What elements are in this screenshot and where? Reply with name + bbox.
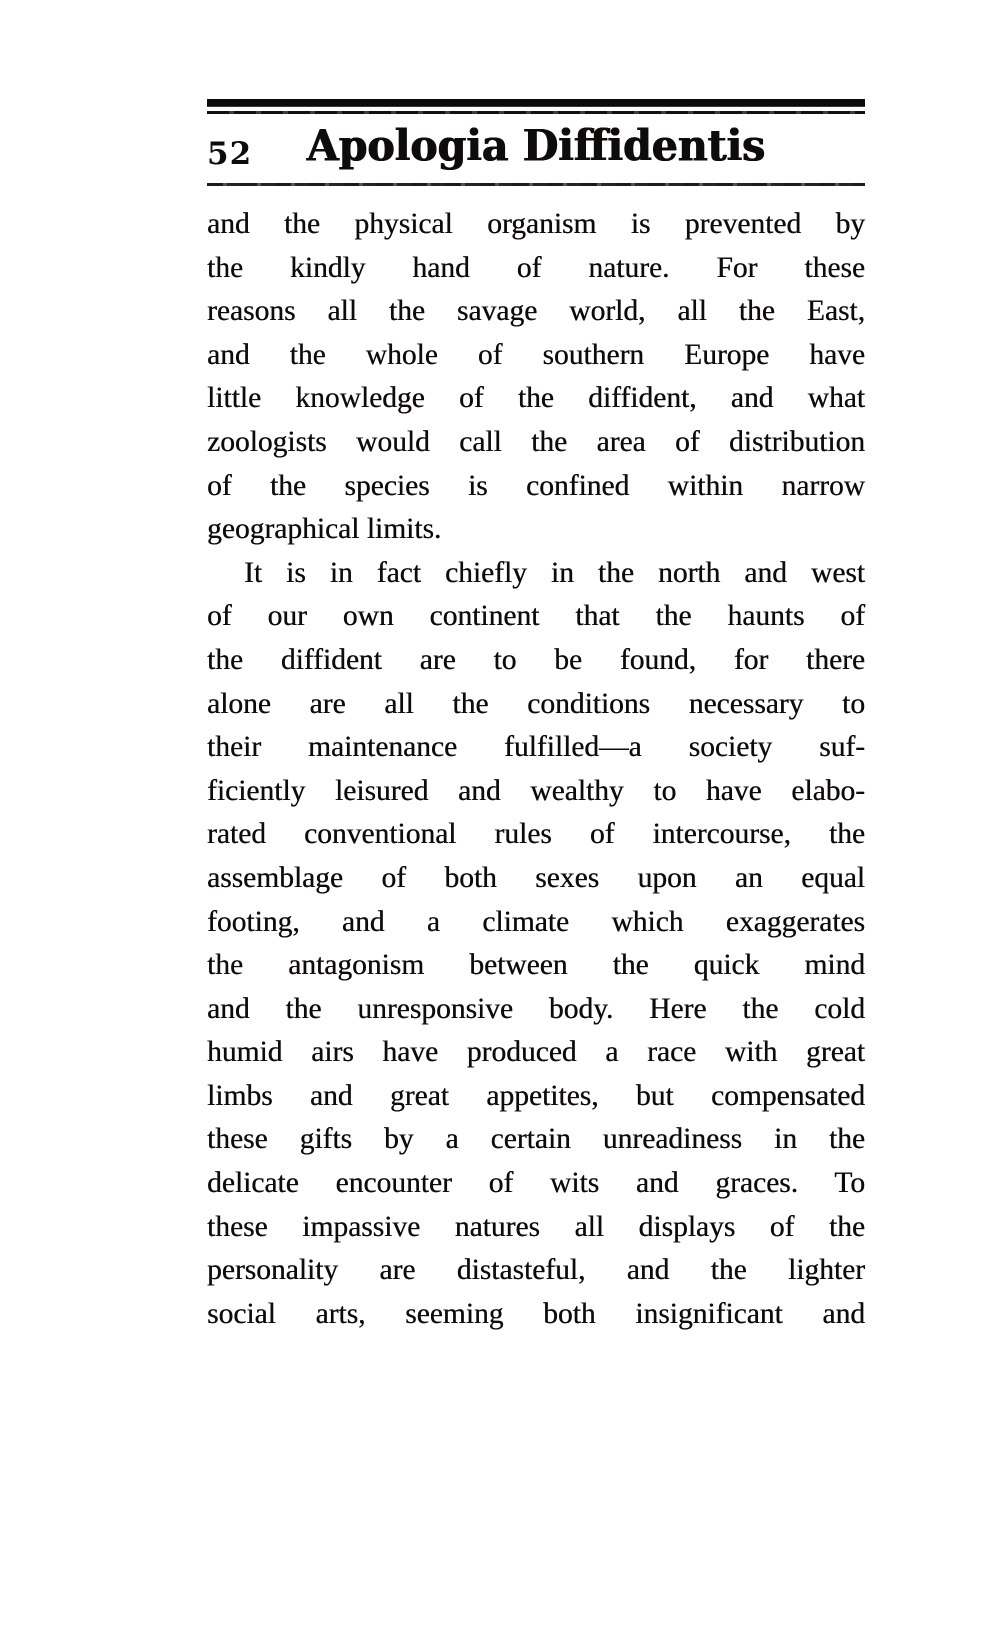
text-line: footing, and a climate which exaggerates [207,905,865,938]
top-thin-rule [207,111,865,114]
text-line: the diffident are to be found, for there [207,643,865,676]
body-text [207,203,865,1336]
text-line: of the species is confined within narrow [207,469,865,502]
text-line: the kindly hand of nature. For these [207,251,865,284]
page-number: 52 [207,136,253,172]
text-line: the antagonism between the quick mind [207,949,865,982]
text-line: their maintenance fulfilled—a society suf- [207,731,865,764]
page-header-title: Apologia Diffidentis [306,121,766,171]
text-line: little knowledge of the diffident, and what [207,382,865,415]
text-line: humid airs have produced a race with great [207,1036,865,1069]
text-line: and the unresponsive body. Here the cold [207,992,865,1025]
running-header [207,122,865,180]
text-line: zoologists would call the area of distribution [207,425,865,458]
text-line: of our own continent that the haunts of [207,600,865,633]
text-line: It is in fact chiefly in the north and west [244,556,865,589]
text-line: rated conventional rules of intercourse, the [207,818,865,851]
text-line: assemblage of both sexes upon an equal [207,861,865,894]
top-thick-rule [207,99,865,106]
header-rule [207,183,865,186]
text-line: limbs and great appetites, but compensated [207,1079,865,1112]
text-line: alone are all the conditions necessary to [207,687,865,720]
text-line: and the whole of southern Europe have [207,338,865,371]
text-line: ficiently leisured and wealthy to have elabo- [207,774,865,807]
text-line: these impassive natures all displays of the [207,1210,865,1243]
text-line: personality are distasteful, and the lighter [207,1254,865,1287]
text-line: delicate encounter of wits and graces. To [207,1167,865,1200]
text-line: and the physical organism is prevented by [207,208,865,240]
text-line: geographical limits. [207,513,442,546]
text-line: reasons all the savage world, all the East, [207,295,865,328]
text-line: social arts, seeming both insignificant and [207,1297,865,1330]
text-line: these gifts by a certain unreadiness in the [207,1123,865,1156]
